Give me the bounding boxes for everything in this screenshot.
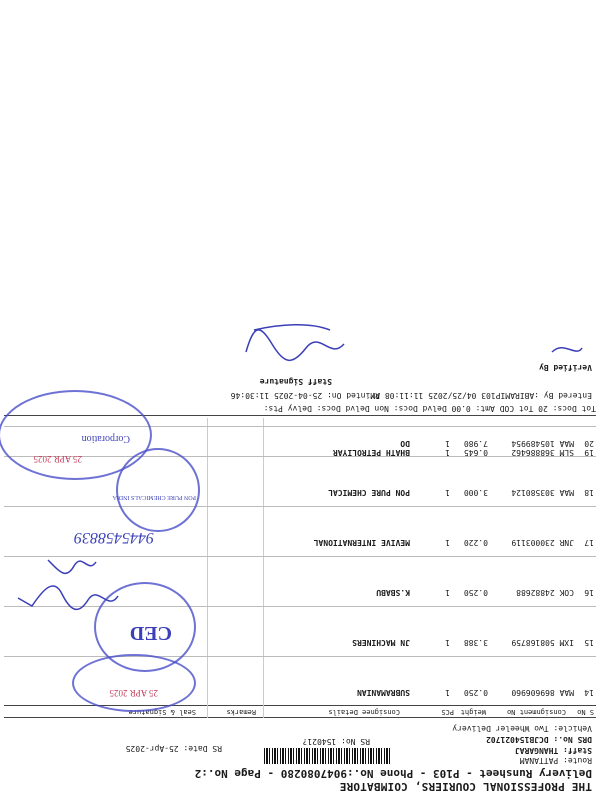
rs-date: RS Date: 25-Apr-2025 xyxy=(125,744,222,753)
table-row: 15 IXM 508168759 3.388 1 JN MACHINERS xyxy=(4,606,596,657)
totals-line: Tot Docs: 20 Tot COD Amt: 0.00 Delvd Docs: Non Delvd Docs: Delvy Pts: xyxy=(263,404,596,413)
verified-signature xyxy=(546,338,586,360)
col-consignment: Consignment No xyxy=(506,708,566,716)
date-stamp-row20: 25 APR 2025 xyxy=(33,454,82,464)
table-row: 20 MAA 105489954 7.980 1 DO xyxy=(4,415,596,452)
vehicle-line: Vehicle: Two Wheeler Delivery xyxy=(452,724,592,733)
entered-by: Entered By :ABIRAMIP103 04/25/2025 11:11:08 AM xyxy=(370,391,592,400)
col-sno: S No xyxy=(577,708,594,716)
verified-by-label: Verified By xyxy=(539,363,592,372)
table-row: 19 SLM 368886462 0.645 1 BHATH PETROLIYAR xyxy=(4,426,596,467)
ced-stamp-text: CED xyxy=(129,622,172,644)
col-consignee: Consignee Details xyxy=(328,708,400,716)
route-line: Route: PATTANAM xyxy=(519,756,592,765)
corporation-stamp-text: Corporation xyxy=(81,433,130,444)
col-remarks: Remarks xyxy=(226,708,256,716)
col-weight: Weight xyxy=(460,708,486,716)
rs-number: RS No: 154021? xyxy=(302,737,370,746)
barcode xyxy=(262,748,390,764)
table-row: 18 MAA 303580124 3.000 1 PON PURE CHEMICAL xyxy=(4,456,596,507)
signature-row16 xyxy=(40,550,100,578)
staff-signature xyxy=(240,314,350,374)
printed-on: Printed On: 25-04-2025 11:30:46 xyxy=(230,391,380,400)
col-pcs: PCS xyxy=(441,708,454,716)
pon-pure-stamp-text: PON PURE CHEMICALS INDIA xyxy=(112,494,196,500)
date-stamp-row14: 25 APR 2025 xyxy=(109,688,158,698)
staff-line: Staff: THANGARAJ xyxy=(514,746,592,755)
handwritten-phone: 9445458839 xyxy=(74,529,154,546)
table-row: 17 JNR 230003119 0.220 1 MEVIVE INTERNATIONAL xyxy=(4,506,596,557)
company-title: THE PROFESSIONAL COURIERS, COIMBATORE xyxy=(339,780,592,793)
signature-row15 xyxy=(12,580,122,618)
table-row: 16 COK 24882688 0.250 1 K.SBABU xyxy=(4,556,596,607)
table-row: 14 MAA 869606960 0.250 1 SUBRAMANIAN xyxy=(4,656,596,707)
staff-signature-label: Staff Signature xyxy=(259,377,332,386)
col-signature: Seal & Signature xyxy=(128,708,196,716)
drs-line: DRS No.: DCJB154021702 xyxy=(486,735,592,744)
runsheet-subtitle: Delivery Runsheet - P103 - Phone No.:9047080280 - Page No.:2 xyxy=(194,767,592,780)
